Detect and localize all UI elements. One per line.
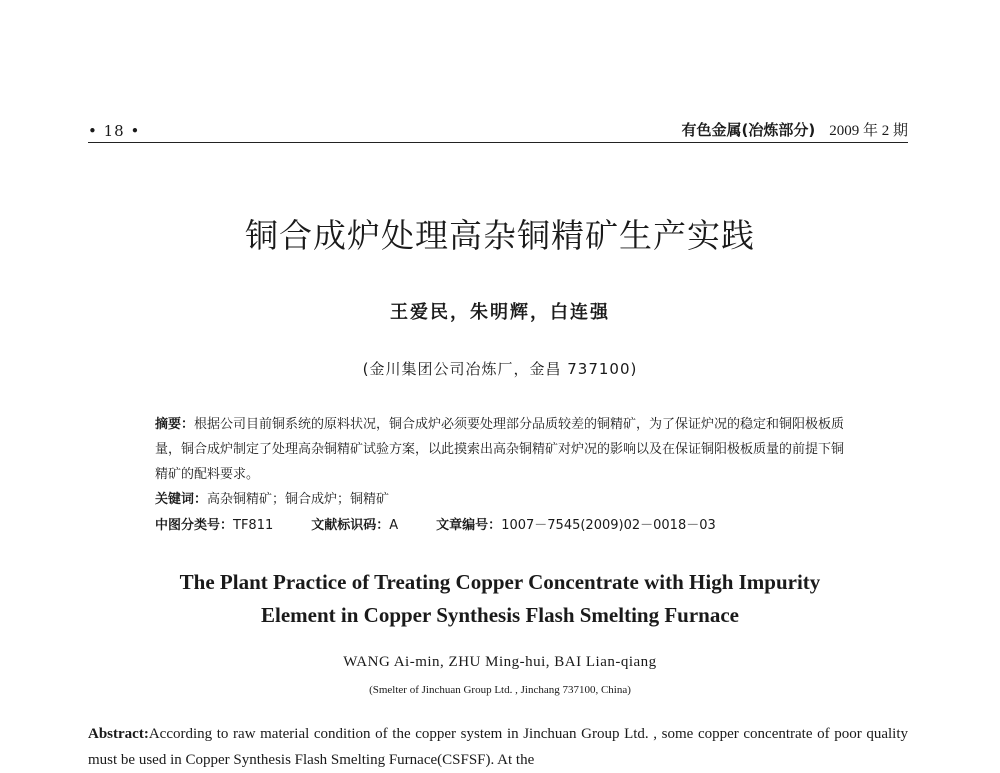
document-code-label: 文献标识码：: [311, 518, 390, 533]
chinese-affiliation: (金川集团公司冶炼厂，金昌 737100): [362, 360, 638, 378]
article-number-label: 文章编号：: [436, 518, 502, 533]
running-header: [88, 116, 908, 140]
english-title-line-2: Element in Copper Synthesis Flash Smelting Furnace: [261, 603, 739, 627]
journal-issue: 2009 年 2 期: [829, 123, 908, 139]
english-affiliation: (Smelter of Jinchuan Group Ltd. , Jinchang 737100, China): [369, 684, 631, 696]
chinese-abstract-text: 根据公司目前铜系统的原料状况，铜合成炉必须要处理部分品质较差的铜精矿，为了保证炉况的稳定和铜阳极板质量，铜合成炉制定了处理高杂铜精矿试验方案，以此摸索出高杂铜精矿对炉况的影响以及在保证铜阳极板质量的前提下铜精矿的配料要求。: [155, 417, 845, 482]
chinese-abstract-label: 摘要：: [155, 417, 195, 432]
clc-value: TF811: [233, 518, 274, 533]
header-rule: [88, 142, 908, 143]
english-title-line-1: The Plant Practice of Treating Copper Concentrate with High Impurity: [179, 570, 821, 594]
clc-number: [155, 514, 273, 533]
chinese-authors: 王爱民，朱明辉，白连强: [390, 302, 610, 323]
page-number: • 18 •: [88, 122, 141, 140]
document-code: [311, 514, 398, 533]
english-title: [0, 566, 1000, 632]
journal-info: [682, 119, 908, 140]
chinese-keywords-text: 高杂铜精矿；铜合成炉；铜精矿: [207, 492, 390, 507]
article-number: [436, 514, 716, 533]
document-code-value: A: [389, 518, 399, 533]
classification-line: [155, 514, 845, 533]
english-abstract-label: Abstract:: [88, 726, 149, 742]
chinese-title: 铜合成炉处理高杂铜精矿生产实践: [245, 216, 755, 255]
english-abstract-text: According to raw material condition of the copper system in Jinchuan Group Ltd. , some copper concentrate of poor quality must be used in Copper Synthesis Flash Smelting Furnace(CSFSF). At the: [88, 726, 908, 768]
chinese-abstract: [155, 412, 845, 512]
journal-name: 有色金属(冶炼部分): [681, 121, 816, 139]
article-number-value: 1007－7545(2009)02－0018－03: [501, 518, 716, 533]
clc-label: 中图分类号：: [155, 518, 234, 533]
english-authors: WANG Ai-min, ZHU Ming-hui, BAI Lian-qiang: [343, 654, 657, 670]
english-abstract: [88, 721, 908, 773]
chinese-keywords-label: 关键词：: [155, 492, 208, 507]
